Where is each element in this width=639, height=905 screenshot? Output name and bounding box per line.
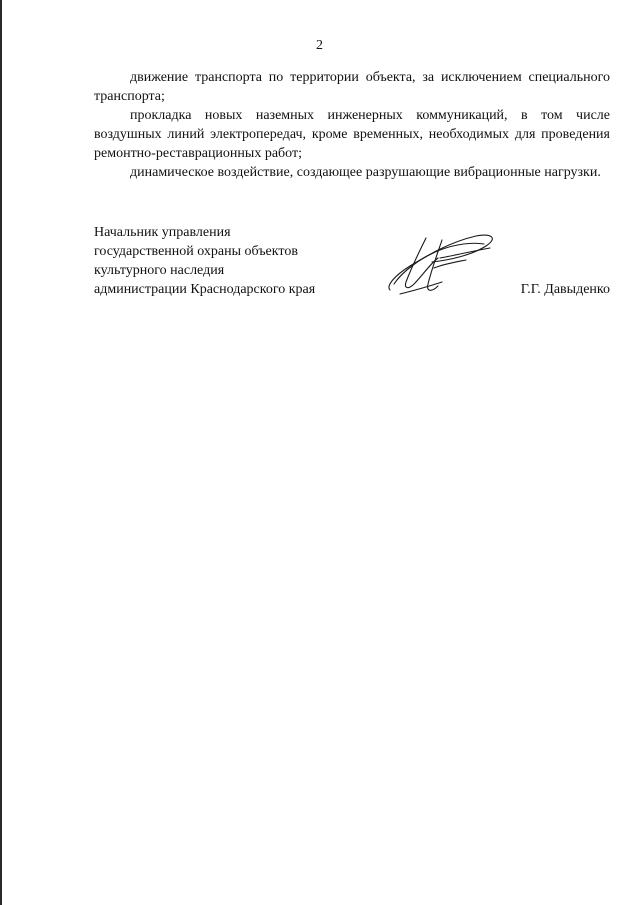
paragraph-transport-restriction: движение транспорта по территории объекта, за исключением специального транспорта; xyxy=(94,70,610,104)
signer-title-line: администрации Краснодарского края xyxy=(94,282,316,297)
document-body xyxy=(94,68,610,182)
page-number: 2 xyxy=(316,38,323,53)
signer-title-line: культурного наследия xyxy=(94,263,225,278)
signer-title-line: государственной охраны объектов xyxy=(94,244,298,259)
page-left-border xyxy=(0,0,2,905)
paragraph-utilities-restriction: прокладка новых наземных инженерных коммуникаций, в том числе воздушных линий электропередач, кроме временных, необходимых для проведения ремонтно-реставрационных работ; xyxy=(94,108,610,161)
signer-name: Г.Г. Давыденко xyxy=(520,282,610,297)
paragraph-vibration-restriction: динамическое воздействие, создающее разрушающие вибрационные нагрузки. xyxy=(130,165,601,180)
signer-title-line: Начальник управления xyxy=(94,225,231,240)
signer-title-block xyxy=(94,223,315,299)
handwritten-signature xyxy=(380,228,500,300)
